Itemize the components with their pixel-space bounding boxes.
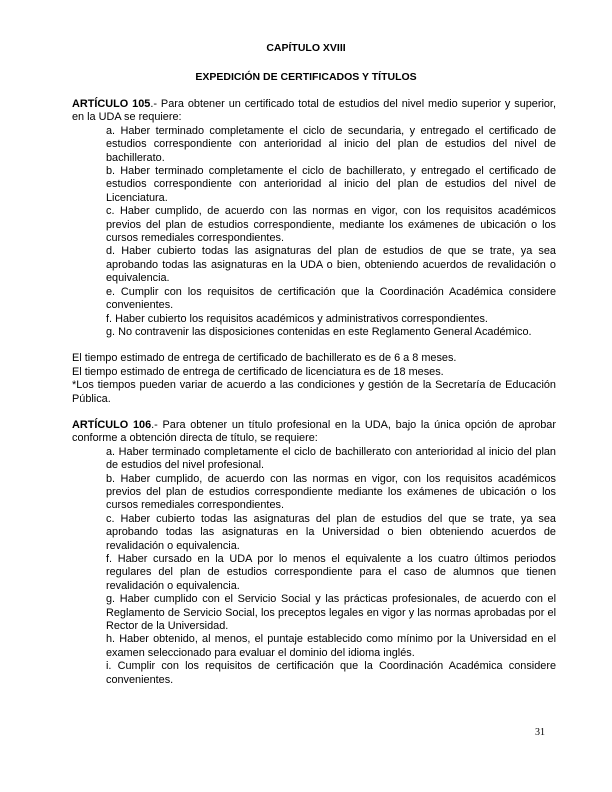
article-105-items bbox=[72, 125, 556, 340]
note-line: *Los tiempos pueden variar de acuerdo a las condiciones y gestión de la Secretaría de Educación Pública. bbox=[72, 379, 556, 405]
list-item: g. Haber cumplido con el Servicio Social y las prácticas profesionales, de acuerdo con el Reglamento de Servicio Social, los preceptos legales en vigor y las normas aprobadas por el Rector de la Universidad. bbox=[106, 593, 556, 633]
chapter-subtitle: EXPEDICIÓN DE CERTIFICADOS Y TÍTULOS bbox=[195, 71, 417, 83]
article-105-intro bbox=[72, 98, 556, 125]
list-item: f. Haber cursado en la UDA por lo menos el equivalente a los cuatro últimos periodos regulares del plan de estudios correspondiente para el caso de alumnos que tienen revalidación o equivalencia. bbox=[106, 553, 556, 592]
list-item: b. Haber cumplido, de acuerdo con las normas en vigor, con los requisitos académicos previos del plan de estudios correspondiente mediante los exámenes de ubicación o los cursos remediales correspondientes. bbox=[106, 472, 556, 512]
list-item: d. Haber cubierto todas las asignaturas del plan de estudios de que se trate, ya sea aprobando todas las asignaturas en la UDA o bien, obteniendo acuerdos de revalidación o equivalencia. bbox=[106, 245, 556, 285]
list-item: i. Cumplir con los requisitos de certificación que la Coordinación Académica considere convenientes. bbox=[106, 660, 556, 686]
article-label: ARTÍCULO 106 bbox=[72, 418, 152, 431]
article-106-intro bbox=[72, 419, 556, 446]
document-body bbox=[72, 98, 556, 687]
list-item: f. Haber cubierto los requisitos académicos y administrativos correspondientes. bbox=[106, 312, 488, 325]
article-intro-text: .- Para obtener un título profesional en la UDA, bajo la única opción de aprobar conforme a obtención directa de título, se requiere: bbox=[72, 418, 556, 445]
list-item: a. Haber terminado completamente el ciclo de bachillerato con anterioridad al inicio del plan de estudios del nivel profesional. bbox=[106, 445, 556, 472]
article-intro-text: .- Para obtener un certificado total de estudios del nivel medio superior y superior, en la UDA se requiere: bbox=[72, 98, 556, 124]
list-item: b. Haber terminado completamente el ciclo de bachillerato, y entregado el certificado de estudios correspondiente con anterioridad al inicio del plan de estudios del nivel de Licenciatura. bbox=[106, 165, 556, 204]
article-106-items bbox=[72, 446, 556, 687]
page-number: 31 bbox=[535, 727, 545, 738]
spacer bbox=[72, 406, 556, 419]
list-item: g. No contravenir las disposiciones contenidas en este Reglamento General Académico. bbox=[106, 325, 532, 338]
list-item: c. Haber cumplido, de acuerdo con las normas en vigor, con los requisitos académicos previos del plan de estudios correspondiente, mediante los exámenes de ubicación o los cursos remediales correspondientes. bbox=[106, 205, 556, 245]
article-label: ARTÍCULO 105 bbox=[72, 98, 151, 110]
list-item: c. Haber cubierto todas las asignaturas del plan de estudios del que se trate, ya sea aprobando todas las asignaturas en la Universidad o bien obteniendo acuerdos de revalidación o equivalencia. bbox=[106, 512, 556, 552]
note-line: El tiempo estimado de entrega de certificado de licenciatura es de 18 meses. bbox=[72, 365, 444, 378]
spacer bbox=[72, 339, 556, 352]
note-line: El tiempo estimado de entrega de certificado de bachillerato es de 6 a 8 meses. bbox=[72, 352, 457, 365]
list-item: a. Haber terminado completamente el ciclo de secundaria, y entregado el certificado de estudios correspondiente con anterioridad al inicio del plan de estudios del nivel de bachillerato. bbox=[106, 124, 556, 164]
list-item: e. Cumplir con los requisitos de certificación que la Coordinación Académica considere convenientes. bbox=[106, 285, 556, 312]
list-item: h. Haber obtenido, al menos, el puntaje establecido como mínimo por la Universidad en el examen seleccionado para evaluar el dominio del idioma inglés. bbox=[106, 633, 556, 659]
chapter-title: CAPÍTULO XVIII bbox=[266, 42, 346, 54]
